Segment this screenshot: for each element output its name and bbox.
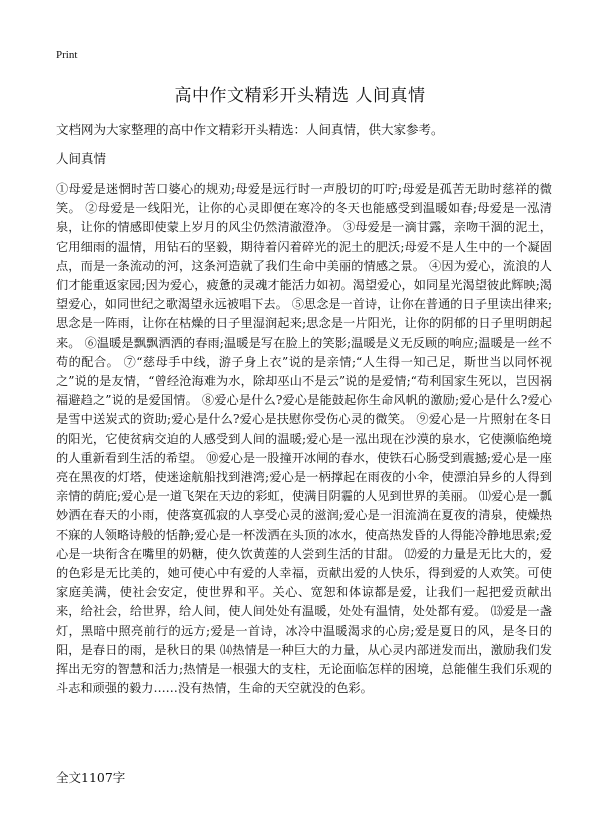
article-body: ①母爱是迷惘时苦口婆心的规劝;母爱是远行时一声殷切的叮咛;母爱是孤苦无助时慈祥的微笑。 ②母爱是一线阳光，让你的心灵即便在寒冷的冬天也能感受到温暖如春;母爱是一泓清泉，让你的情感即使蒙上岁月的风尘仍然清澈澄净。 ③母爱是一滴甘露，亲吻干涸的泥土，它用细雨的温情，用钻石的坚毅，期待着闪着碎光的泥土的肥沃;母爱不是人生中的一个凝固点，而是一条流动的河，这条河造就了我们生命中美丽的情感之景。 ④因为爱心，流浪的人们才能重返家园;因为爱心，疲惫的灵魂才能活力如初。渴望爱心，如同星光渴望彼此辉映;渴望爱心，如同世纪之歌渴望永远被唱下去。 ⑤思念是一首诗，让你在普通的日子里读出律来;思念是一阵雨，让你在枯燥的日子里湿润起来;思念是一片阳光，让你的阴郁的日子里明朗起来。 ⑥温暖是飘飘洒洒的春雨;温暖是写在脸上的笑影;温暖是义无反顾的响应;温暖是一丝不苟的配合。 ⑦“慈母手中线，游子身上衣”说的是亲情;“人生得一知己足，斯世当以同怀视之”说的是友情，“曾经沧海难为水，除却巫山不是云”说的是爱情;“苟利国家生死以，岂因祸福避趋之”说的是爱国情。 ⑧爱心是什么?爱心是能鼓起你生命风帆的激励;爱心是什么?爱心是雪中送炭式的资助;爱心是什么?爱心是扶慰你受伤心灵的微笑。 ⑨爱心是一片照射在冬日的阳光，它使贫病交迫的人感受到人间的温暖;爱心是一泓出现在沙漠的泉水，它使濒临绝境的人重新看到生活的希望。 ⑩爱心是一股撞开冰闸的春水，使铁石心肠受到震撼;爱心是一座亮在黑夜的灯塔，使迷途航船找到港湾;爱心是一柄撑起在雨夜的小伞，使漂泊异乡的人得到亲情的荫庇;爱心是一道飞架在天边的彩虹，使满目阴霾的人见到世界的美丽。 ⑾爱心是一瓢妙洒在春天的小雨，使落寞孤寂的人享受心灵的滋润;爱心是一泪流淌在夏夜的清泉，使燥热不寐的人领略诗般的恬静;爱心是一杯泼洒在头顶的冰水，使高热发昏的人得能冷静地思索;爱心是一块衔含在嘴里的奶糖，使久饮黄莲的人尝到生活的甘甜。 ⑿爱的力量是无比大的，爱的色彩是无比美的，她可使心中有爱的人幸福，贡献出爱的人快乐，得到爱的人欢笑。可使家庭美满，使社会安定，使世界和平。关心、宽恕和体谅都是爱，让我们一起把爱贡献出来，给社会，给世界，给人间，使人间处处有温暖，处处有温情，处处都有爱。 ⒀爱是一盏灯，黑暗中照亮前行的远方;爱是一首诗，冰冷中温暖渴求的心房;爱是夏日的风，是冬日的阳，是春日的雨，是秋日的果 ⒁热情是一种巨大的力量，从心灵内部迸发而出，激励我们发挥出无穷的智慧和活力;热情是一根强大的支柱，无论面临怎样的困境，总能催生我们乐观的斗志和顽强的毅力……没有热情，生命的天空就没的色彩。 [56, 182, 552, 696]
intro-paragraph: 文档网为大家整理的高中作文精彩开头精选：人间真情，供大家参考。 [56, 122, 444, 137]
section-heading: 人间真情 [56, 151, 107, 166]
word-count: 全文1107字 [56, 770, 126, 785]
print-label[interactable]: Print [56, 49, 78, 61]
page-title: 高中作文精彩开头精选 人间真情 [174, 86, 426, 106]
